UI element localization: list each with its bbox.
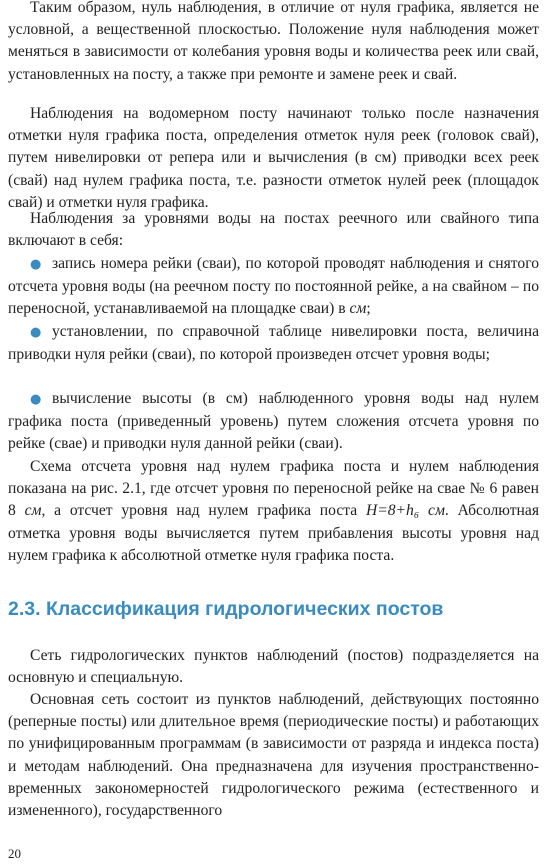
bullet-text: запись номера рейки (сваи), по которой проводят наблюдения и снятого отсчета уровня воды (на реечном посту по постоянной рейке, а на свайном – по переносной, устанавливаемой на площадке сваи) в (8, 255, 539, 318)
scheme-text-b: , а отсчет уровня над нулем графика поста (41, 502, 358, 520)
unit-cm: см (24, 502, 42, 520)
bullet-text: вычисление высоты (в см) наблюденного уровня воды над нулем графика поста (приведенный уровень) путем сложения отсчета уровня по рейке (свае) и приводки нуля данной рейки (сваи). (8, 390, 539, 453)
paragraph-observations-start: Наблюдения на водомерном посту начинают только после назначения отметки нуля графика поста, определения отметок нуля реек (головок свай), путем нивелировки от репера или и вычисления (в см) приводки всех реек (свай) над нулем графика поста, т.е. разности отметок нулей реек (площадок свай) и отметки нуля графика. (8, 105, 539, 211)
bullet-icon: ● (30, 325, 42, 340)
bullet-text: установлении, по справочной таблице нивелировки поста, величина приводки нуля рейки (сваи), по которой произведен отсчет уровня воды; (8, 323, 539, 364)
level-formula: H=8+h₆ см (365, 502, 445, 520)
paragraph-network-types: Сеть гидрологических пунктов наблюдений (постов) подразделяется на основную и специальную. (8, 647, 539, 687)
bullet-item-compute (8, 388, 539, 456)
scheme-text-a: Схема отсчета уровня над нулем графика поста и нулем наблюдения показана на рис. 2.1, где отсчет уровня по переносной рейке на свае № 6 равен 8 (8, 458, 539, 520)
bullet-icon: ● (30, 392, 42, 407)
bullet-item-record (8, 253, 539, 321)
page-number: 20 (8, 846, 21, 861)
paragraph-observations-include: Наблюдения за уровнями воды на постах реечного или свайного типа включают в себя: (8, 210, 539, 250)
paragraph-main-network: Основная сеть состоит из пунктов наблюдений, действующих постоянно (реперные посты) или длительное время (периодические посты) и работающих по унифицированным программам (в зависимости от разряда и индекса поста) и методам наблюдений. Она предназначена для изучения пространственно-временных закономерностей гидрологического режима (естественного и измененного), государственного (8, 691, 539, 820)
unit-cm: см (349, 300, 367, 318)
bullet-end: ; (366, 300, 371, 318)
bullet-icon: ● (30, 257, 42, 272)
section-heading: 2.3. Классификация гидрологических постов (8, 598, 444, 620)
paragraph-zero-observation: Таким образом, нуль наблюдения, в отличие от нуля графика, является не условной, а вещественной плоскостью. Положение нуля наблюдения может меняться в зависимости от колебания уровня воды и количества реек или свай, установленных на посту, а также при ремонте и замене реек и свай. (8, 0, 539, 83)
paragraph-scheme (8, 456, 539, 567)
bullet-item-establish (8, 321, 539, 366)
scheme-text-c: . Абсолютная отметка уровня воды вычисляется путем прибавления высоты уровня над нулем графика к абсолютной отметке нуля графика поста. (8, 502, 539, 564)
